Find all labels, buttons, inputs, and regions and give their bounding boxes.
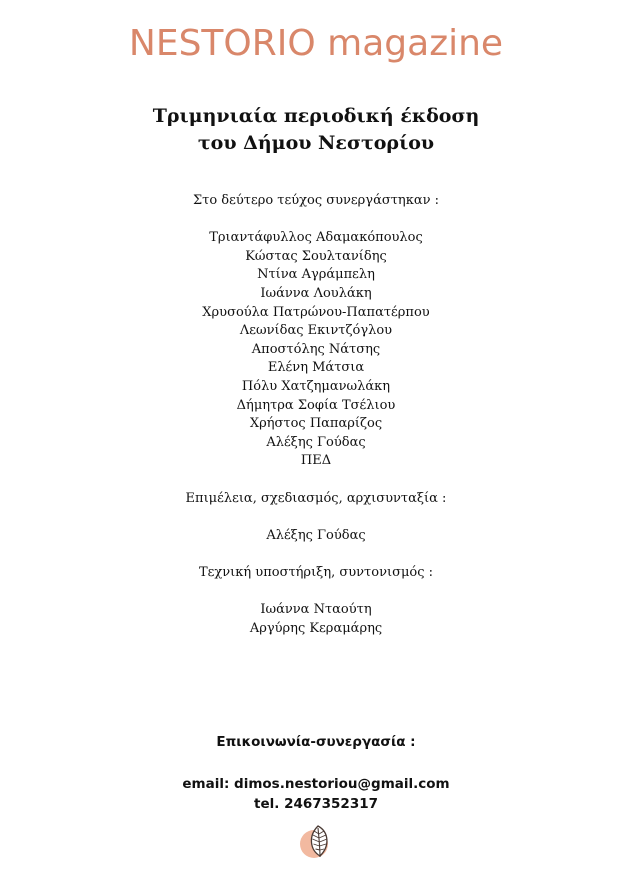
contributors-list	[0, 229, 632, 471]
contact-email: email: dimos.nestoriou@gmail.com	[182, 776, 450, 792]
contributor-name: ΠΕΔ	[300, 453, 332, 469]
contributor-name: Ντίνα Αγράμπελη	[257, 267, 375, 283]
technical-name: Αργύρης Κεραμάρης	[249, 620, 383, 636]
contributor-name: Ελένη Μάτσια	[267, 360, 365, 376]
contributor-name: Ιωάννα Λουλάκη	[260, 285, 372, 301]
subtitle-line-1: Τριμηνιαία περιοδική έκδοση	[152, 105, 480, 127]
technical-heading: Τεχνική υποστήριξη, συντονισμός :	[198, 564, 434, 580]
subtitle	[0, 103, 632, 157]
subtitle-line-2: του Δήμου Νεστορίου	[197, 132, 435, 154]
contributor-name: Κώστας Σουλτανίδης	[245, 248, 387, 264]
contributor-name: Αποστόλης Νάτσης	[251, 341, 381, 357]
contributor-name: Αλέξης Γούδας	[266, 434, 366, 450]
contact-phone: tel. 2467352317	[254, 796, 378, 812]
credits-section	[0, 192, 632, 638]
leaf-icon	[296, 822, 336, 862]
magazine-title: NESTORIO magazine	[128, 23, 504, 64]
contributor-name: Χρυσούλα Πατρώνου-Παπατέρπου	[202, 304, 430, 320]
contributor-name: Δήμητρα Σοφία Τσέλιου	[236, 397, 396, 413]
contact-section	[0, 732, 632, 814]
contributors-heading: Στο δεύτερο τεύχος συνεργάστηκαν :	[192, 193, 440, 208]
technical-name: Ιωάννα Νταούτη	[260, 602, 372, 618]
contributor-name: Τριαντάφυλλος Αδαμακόπουλος	[209, 230, 423, 246]
editor-name: Αλέξης Γούδας	[266, 527, 366, 543]
contributor-name: Λεωνίδας Εκιντζόγλου	[239, 323, 393, 339]
contributor-name: Χρήστος Παπαρίζος	[249, 416, 383, 432]
editing-heading: Επιμέλεια, σχεδιασμός, αρχισυνταξία :	[185, 490, 447, 506]
contact-heading: Επικοινωνία-συνεργασία :	[216, 734, 416, 750]
contributor-name: Πόλυ Χατζημανωλάκη	[241, 378, 391, 394]
